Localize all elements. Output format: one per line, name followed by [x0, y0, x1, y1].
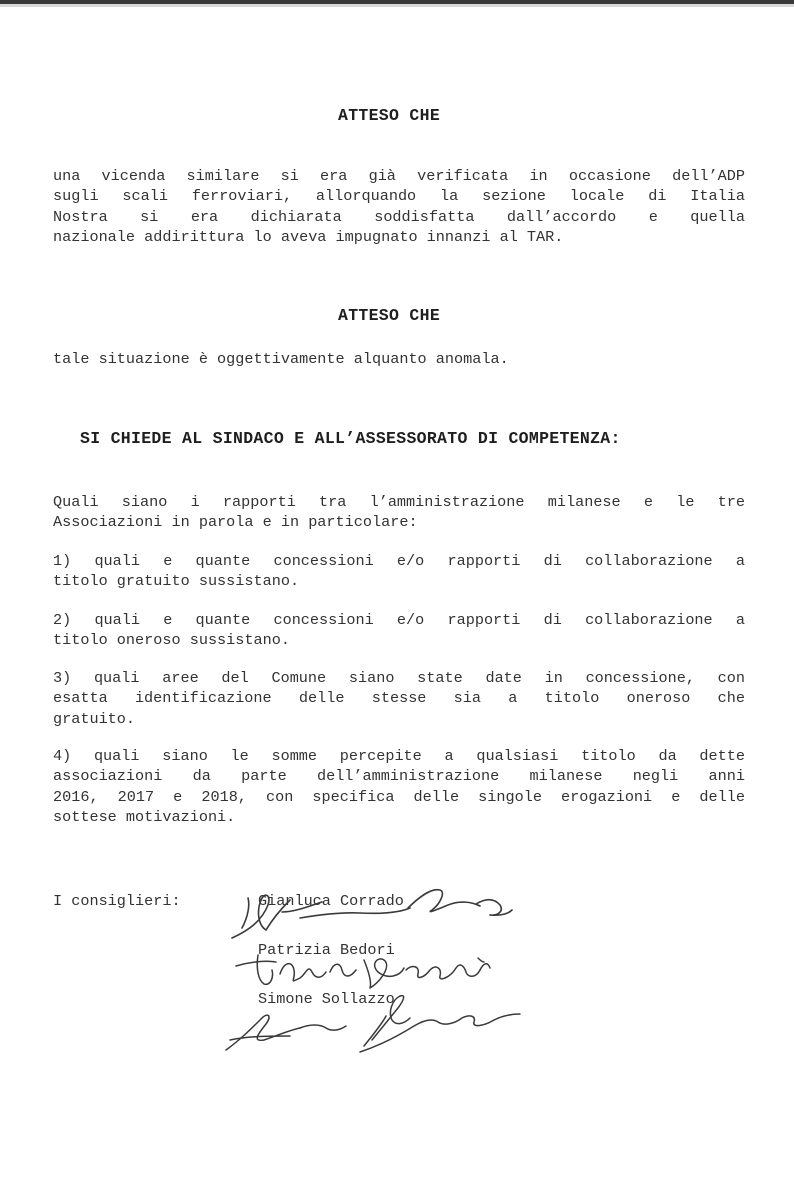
section2-heading: ATTESO CHE: [338, 306, 441, 325]
request-intro-line: Quali siano i rapporti tra l’amministrazione milanese e le tre: [53, 493, 745, 511]
request-item-line: 2) quali e quante concessioni e/o rapporti di collaborazione a: [53, 611, 745, 629]
request-item-line: esatta identificazione delle stesse sia a titolo oneroso che: [53, 689, 745, 708]
request-item-line: 2016, 2017 e 2018, con specifica delle singole erogazioni e delle: [53, 787, 745, 806]
signatory-name-2: Patrizia Bedori: [258, 941, 395, 959]
page-top-edge-shadow: [0, 4, 794, 7]
request-intro-line: Associazioni in parola e in particolare:: [53, 513, 418, 532]
section1-line: una vicenda similare si era già verificata in occasione dell’ADP: [53, 167, 745, 185]
signatory-name-1: Gianluca Corrado: [258, 892, 404, 910]
request-item-1: [53, 551, 745, 592]
section1-paragraph: [53, 166, 745, 247]
section1-line: sugli scali ferroviari, allorquando la sezione locale di Italia: [53, 187, 745, 206]
section2-paragraph: [53, 349, 745, 369]
request-item-line: 4) quali siano le somme percepite a qualsiasi titolo da dette: [53, 747, 745, 765]
signatures-label: I consiglieri:: [53, 892, 181, 910]
request-item-line: sottese motivazioni.: [53, 807, 236, 826]
request-item-3: [53, 668, 745, 729]
section2-line: tale situazione è oggettivamente alquanto anomala.: [53, 350, 509, 368]
request-heading: SI CHIEDE AL SINDACO E ALL’ASSESSORATO DI COMPETENZA:: [80, 429, 621, 448]
signatory-name-3: Simone Sollazzo: [258, 990, 395, 1008]
request-item-line: 1) quali e quante concessioni e/o rapporti di collaborazione a: [53, 552, 745, 570]
section1-line: nazionale addirittura lo aveva impugnato innanzi al TAR.: [53, 227, 564, 246]
section1-heading: ATTESO CHE: [338, 106, 441, 125]
request-item-line: titolo gratuito sussistano.: [53, 572, 300, 591]
request-item-line: associazioni da parte dell’amministrazione milanese negli anni: [53, 767, 745, 786]
request-item-line: 3) quali aree del Comune siano state date in concessione, con: [53, 669, 745, 687]
request-item-2: [53, 610, 745, 651]
section1-line: Nostra si era dichiarata soddisfatta dall’accordo e quella: [53, 207, 745, 226]
request-intro: [53, 492, 745, 533]
request-item-line: gratuito.: [53, 709, 136, 728]
request-item-line: titolo oneroso sussistano.: [53, 631, 290, 650]
request-item-4: [53, 746, 745, 827]
